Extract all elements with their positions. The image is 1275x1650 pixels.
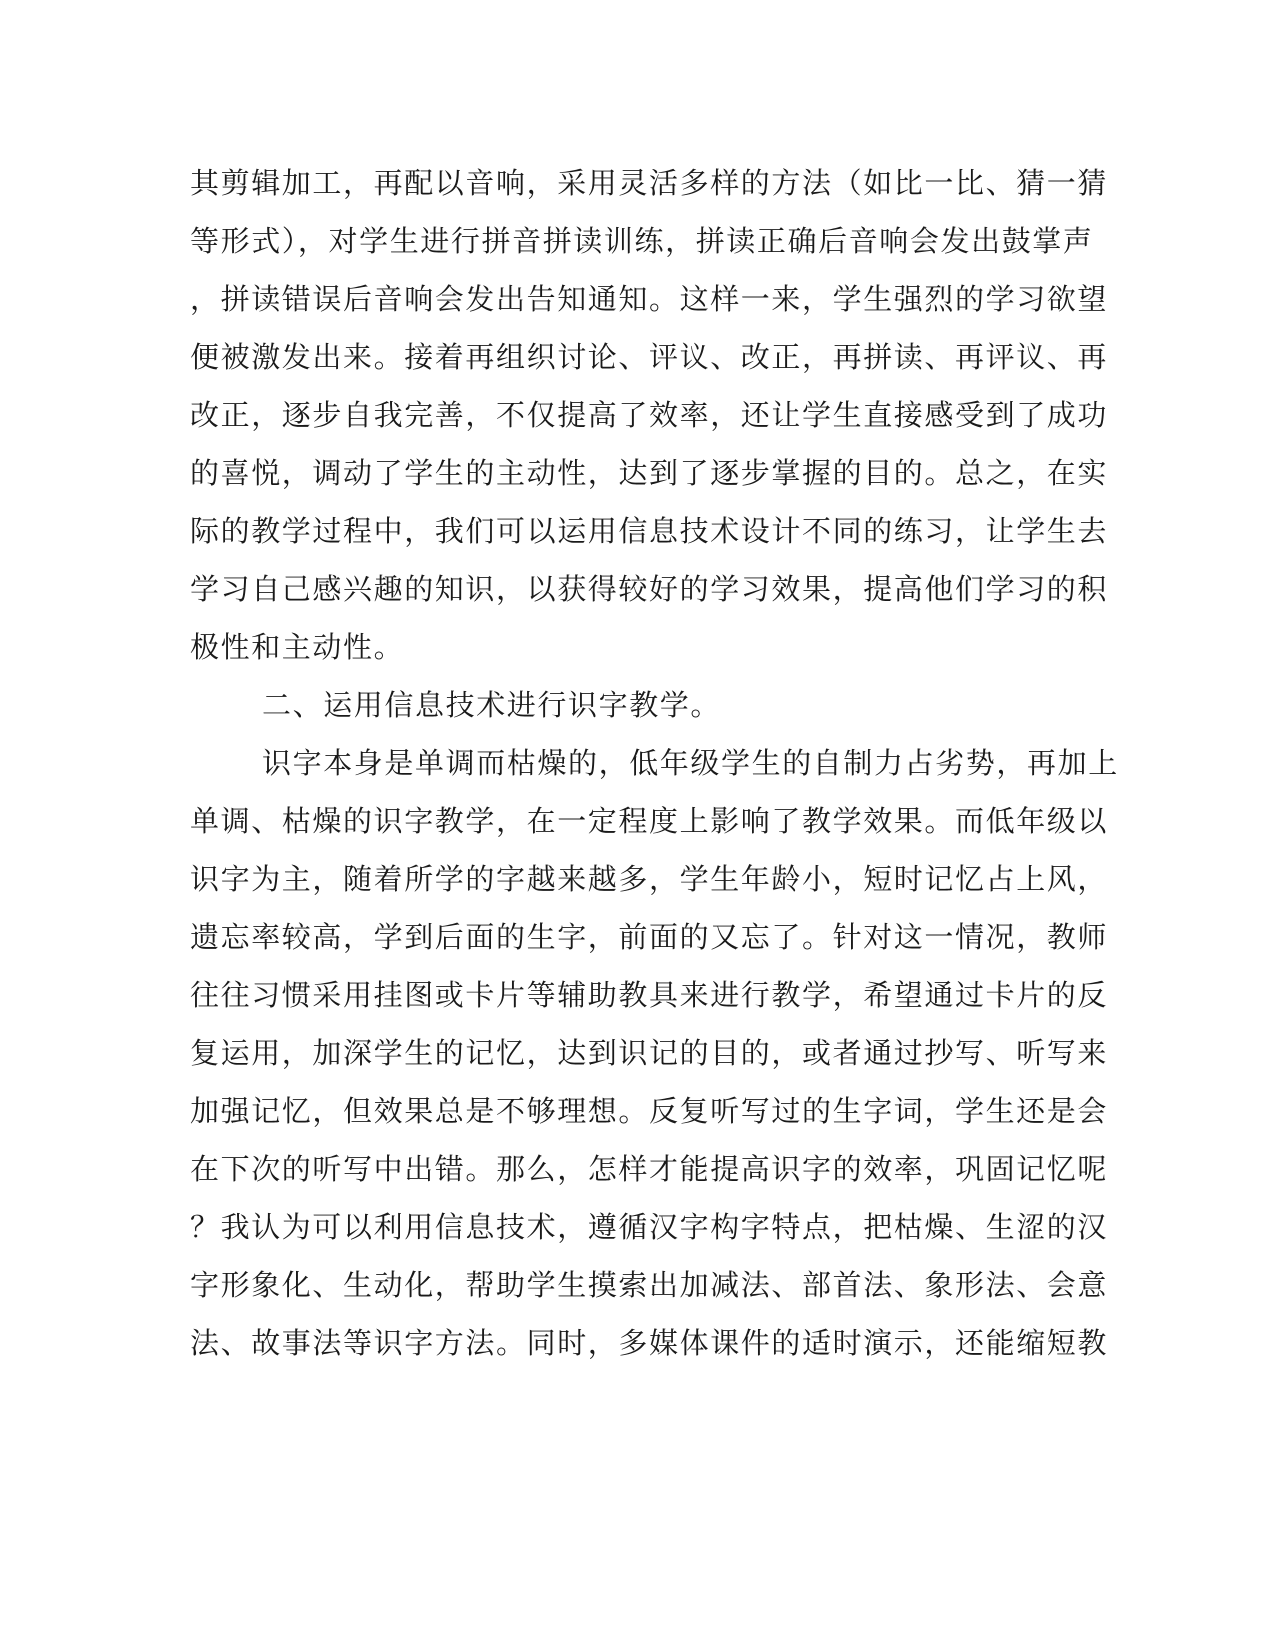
text-line: 等形式），对学生进行拼音拼读训练，拼读正确后音响会发出鼓掌声 [190, 224, 1094, 258]
text-line: 识字为主，随着所学的字越来越多，学生年龄小，短时记忆占上风， [190, 862, 1109, 896]
text-line: 单调、枯燥的识字教学，在一定程度上影响了教学效果。而低年级以 [190, 804, 1109, 838]
text-line: 往往习惯采用挂图或卡片等辅助教具来进行教学，希望通过卡片的反 [190, 978, 1109, 1012]
text-line: 加强记忆，但效果总是不够理想。反复听写过的生字词，学生还是会 [190, 1094, 1109, 1128]
text-line: ？我认为可以利用信息技术，遵循汉字构字特点，把枯燥、生涩的汉 [190, 1210, 1109, 1244]
text-line: 的喜悦，调动了学生的主动性，达到了逐步掌握的目的。总之，在实 [190, 456, 1109, 490]
text-line: 学习自己感兴趣的知识，以获得较好的学习效果，提高他们学习的积 [190, 572, 1109, 606]
text-line: ，拼读错误后音响会发出告知通知。这样一来，学生强烈的学习欲望 [190, 282, 1109, 316]
text-line: 改正，逐步自我完善，不仅提高了效率，还让学生直接感受到了成功 [190, 398, 1109, 432]
text-line: 其剪辑加工，再配以音响，采用灵活多样的方法（如比一比、猜一猜 [190, 166, 1109, 200]
text-line: 识字本身是单调而枯燥的，低年级学生的自制力占劣势，再加上 [262, 746, 1119, 780]
text-line: 遗忘率较高，学到后面的生字，前面的又忘了。针对这一情况，教师 [190, 920, 1109, 954]
text-line: 极性和主动性。 [190, 630, 405, 664]
text-line: 便被激发出来。接着再组织讨论、评议、改正，再拼读、再评议、再 [190, 340, 1109, 374]
text-line: 复运用，加深学生的记忆，达到识记的目的，或者通过抄写、听写来 [190, 1036, 1109, 1070]
text-line: 在下次的听写中出错。那么，怎样才能提高识字的效率，巩固记忆呢 [190, 1152, 1109, 1186]
text-line: 际的教学过程中，我们可以运用信息技术设计不同的练习，让学生去 [190, 514, 1109, 548]
text-line: 字形象化、生动化，帮助学生摸索出加减法、部首法、象形法、会意 [190, 1268, 1109, 1302]
text-line: 法、故事法等识字方法。同时，多媒体课件的适时演示，还能缩短教 [190, 1326, 1109, 1360]
section-heading: 二、运用信息技术进行识字教学。 [262, 688, 722, 722]
